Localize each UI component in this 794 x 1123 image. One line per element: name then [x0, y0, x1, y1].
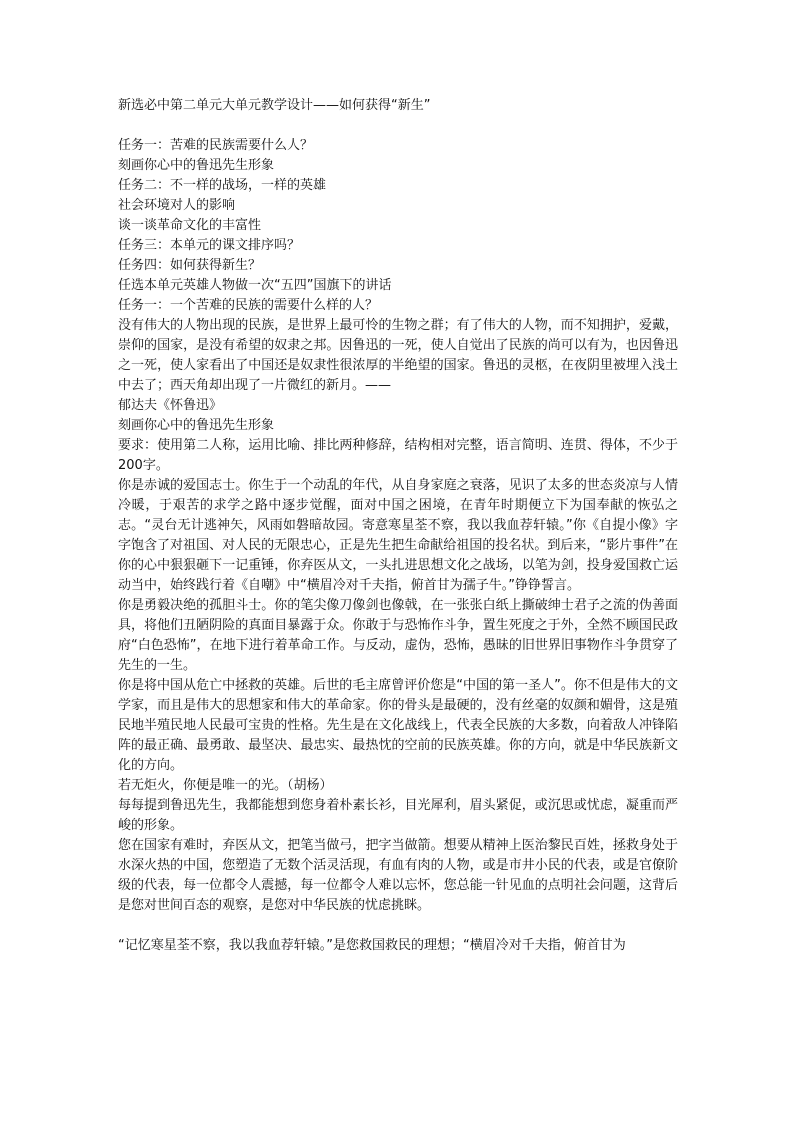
outline-item: 谈一谈革命文化的丰富性 [118, 218, 262, 233]
essay-paragraph: 你是勇毅决绝的孤胆斗士。你的笔尖像刀像剑也像戟，在一张张白纸上撕破绅士君子之流的伪善面具，将他们丑陋阴险的真面目暴露于众。你敢于与恐怖作斗争，置生死度之于外，全然不顾国民政府“白色恐怖”，在地下进行着革命工作。与反动，虚伪，恐怖，愚昧的旧世界旧事物作斗争贯穿了先生的一生。 [118, 598, 678, 673]
task-heading: 刻画你心中的鲁迅先生形象 [118, 418, 275, 433]
outline-item: 任务三：本单元的课文排序吗？ [118, 238, 301, 253]
essay-paragraph: 你是赤诚的爱国志士。你生于一个动乱的年代，从自身家庭之衰落，见识了太多的世态炎凉与人情冷暖，于艰苦的求学之路中逐步觉醒，面对中国之困境，在青年时期便立下为国奉献的恢弘之志。“灵台无计逃神矢，风雨如磐暗故园。寄意寒星荃不察，我以我血荐轩辕。”你《自提小像》字字饱含了对祖国、对人民的无限忠心，正是先生把生命献给祖国的投名状。到后来，“影片事件”在你的心中狠狠砸下一记重锤，你弃医从文，一头扎进思想文化之战场，以笔为剑，投身爱国救亡运动当中，始终践行着《自嘲》中“横眉冷对千夫指，俯首甘为孺子牛。”铮铮誓言。 [118, 478, 678, 593]
essay-paragraph: 您在国家有难时，弃医从文，把笔当做弓，把字当做箭。想要从精神上医治黎民百姓，拯救身处于水深火热的中国，您塑造了无数个活灵活现，有血有肉的人物，或是市井小民的代表，或是官僚阶级的代表，每一位都令人震撼，每一位都令人难以忘怀，您总能一针见血的点明社会问题，这背后是您对世间百态的观察，是您对中华民族的忧虑挑眯。 [118, 838, 678, 913]
essay-heading: 若无炬火，你便是唯一的光。（胡杨） [118, 778, 333, 793]
essay-paragraph: 每每提到鲁迅先生，我都能想到您身着朴素长衫，目光犀利，眉头紧促，或沉思或忧虑，凝重而严峻的形象。 [118, 798, 678, 833]
final-line: “记忆寒星荃不察，我以我血荐轩辕。”是您救国救民的理想；“横眉冷对千夫指，俯首甘为 [118, 938, 626, 953]
outline-list [118, 136, 678, 316]
quote-source: 郁达夫《怀鲁迅》 [118, 398, 223, 413]
document-title: 新选必中第二单元大单元教学设计——如何获得“新生” [118, 98, 431, 113]
outline-item: 任务一：一个苦难的民族的需要什么样的人？ [118, 298, 379, 313]
outline-item: 任务二：不一样的战场，一样的英雄 [118, 178, 327, 193]
essay-paragraph: 你是将中国从危亡中拯救的英雄。后世的毛主席曾评价您是“中国的第一圣人”。你不但是伟大的文学家，而且是伟大的思想家和伟大的革命家。你的骨头是最硬的，没有丝毫的奴颜和媚骨，这是殖民地半殖民地人民最可宝贵的性格。先生是在文化战线上，代表全民族的大多数，向着敌人冲锋陷阵的最正确、最勇敢、最坚决、最忠实、最热忱的空前的民族英雄。你的方向，就是中华民族新文化的方向。 [118, 678, 678, 773]
paragraph-gap [118, 916, 678, 936]
outline-item: 任务四：如何获得新生？ [118, 258, 262, 273]
requirement-paragraph: 要求：使用第二人称，运用比喻、排比两种修辞，结构相对完整，语言简明、连贯、得体，不少于200字。 [118, 438, 678, 473]
outline-item: 任选本单元英雄人物做一次“五四”国旗下的讲话 [118, 278, 392, 293]
quote-paragraph: 没有伟大的人物出现的民族，是世界上最可怜的生物之群；有了伟大的人物，而不知拥护，爱戴，崇仰的国家，是没有希望的奴隶之邦。因鲁迅的一死，使人自觉出了民族的尚可以有为，也因鲁迅之一死，使人家看出了中国还是奴隶性很浓厚的半绝望的国家。鲁迅的灵柩，在夜阴里被埋入浅土中去了；西天角却出现了一片微红的新月。—— [118, 318, 678, 393]
outline-item: 刻画你心中的鲁迅先生形象 [118, 158, 275, 173]
outline-item: 任务一：苦难的民族需要什么人？ [118, 138, 314, 153]
document-page [118, 96, 678, 956]
outline-item: 社会环境对人的影响 [118, 198, 236, 213]
